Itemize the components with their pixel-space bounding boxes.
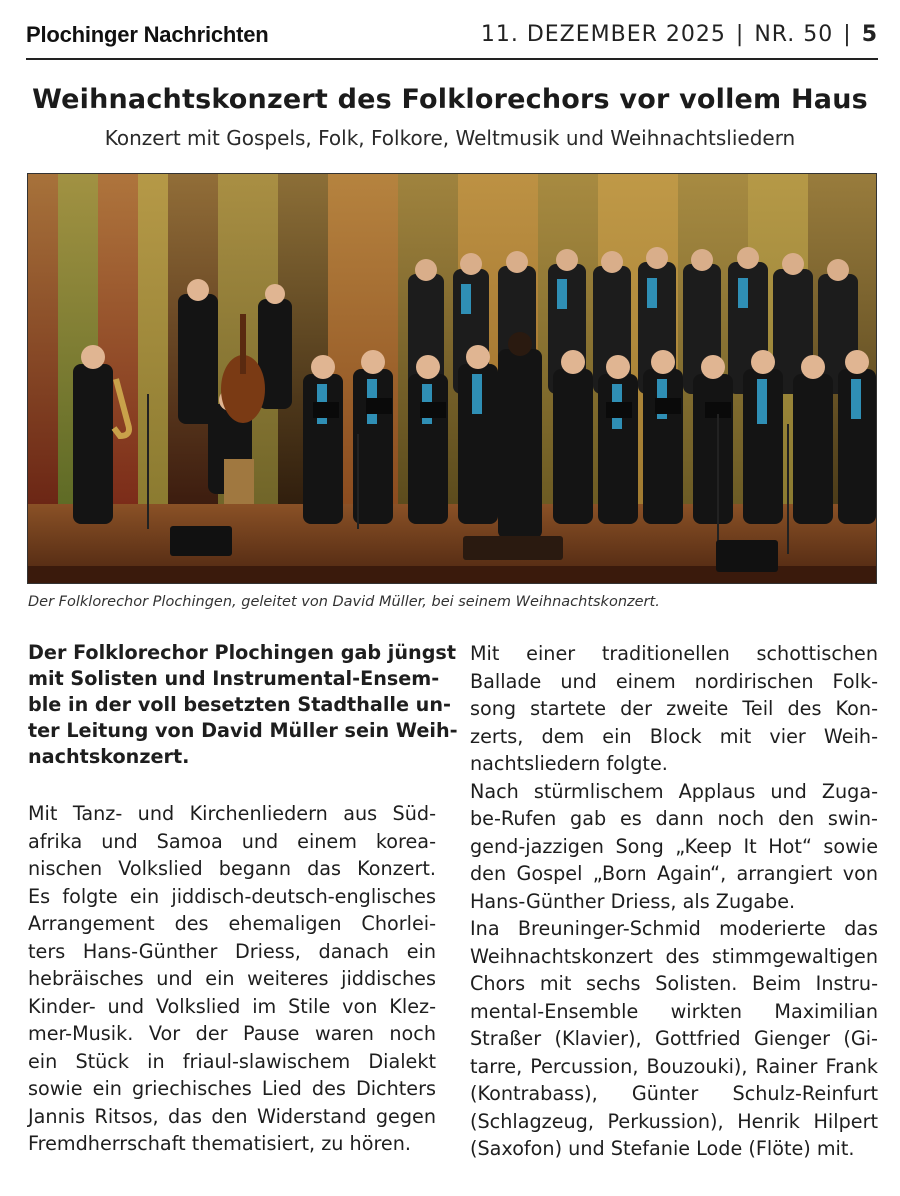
body-line: (Saxofon) und Stefanie Lode (Flöte) mit.	[470, 1137, 855, 1160]
body-line: be-Rufen gab es dann noch den swin-	[470, 807, 878, 830]
body-paragraph	[470, 778, 878, 916]
separator: |	[735, 22, 745, 47]
body-line: Fremdherrschaft thematisiert, zu hören.	[28, 1132, 411, 1155]
body-line: Ballade und einem nordirischen Folk-	[470, 669, 878, 693]
body-line: mental-Ensemble wirkten Maximilian	[470, 999, 878, 1023]
body-line: Arrangement des ehemaligen Chorlei-	[28, 912, 436, 935]
body-line: nachtsliedern folgte.	[470, 752, 668, 775]
body-line: Nach stürmlischem Applaus und Zuga-	[470, 779, 878, 803]
choir-photo-illustration	[28, 174, 877, 584]
body-line: hebräisches und ein weiteres jiddisches	[28, 967, 436, 990]
body-line: Kinder- und Volkslied im Stile von Klez-	[28, 994, 436, 1018]
lead-line: ter Leitung von David Müller sein Weih-	[28, 719, 458, 742]
body-line: Ina Breuninger-Schmid moderierte das	[470, 917, 878, 940]
body-line: ein Stück in friaul-slawischem Dialekt	[28, 1049, 436, 1073]
article-column-left	[28, 640, 458, 1158]
photo-caption: Der Folklorechor Plochingen, geleitet von David Müller, bei seinem Weihnachtskonzert.	[28, 594, 660, 610]
body-line: den Gospel „Born Again“, arrangiert von	[470, 862, 878, 885]
body-line: Weihnachtskonzert des stimmgewaltigen	[470, 944, 878, 968]
body-line: Mit einer traditionellen schottischen	[470, 642, 878, 665]
body-line: Straßer (Klavier), Gottfried Gienger (Gi-	[470, 1027, 878, 1050]
separator: |	[843, 22, 852, 47]
body-line: Mit Tanz- und Kirchenliedern aus Süd-	[28, 802, 436, 825]
body-line: song startete der zweite Teil des Kon-	[470, 697, 878, 720]
body-paragraph	[28, 800, 436, 1158]
lead-line: ble in der voll besetzten Stadthalle un-	[28, 693, 451, 716]
body-paragraph	[470, 640, 878, 778]
body-line: zerts, dem ein Block mit vier Weih-	[470, 724, 878, 748]
issue-number: NR. 50	[754, 22, 834, 47]
lead-line: nachtskonzert.	[28, 745, 190, 768]
lead-line: Der Folklorechor Plochingen gab jüngst	[28, 641, 457, 664]
article-headline: Weihnachtskonzert des Folklorechors vor vollem Haus	[32, 84, 868, 115]
page-number: 5	[861, 22, 878, 47]
choir-photo	[27, 173, 877, 584]
lead-paragraph	[28, 640, 458, 770]
paper-name: Plochinger Nachrichten	[26, 22, 269, 47]
body-line: tarre, Percussion, Bouzouki), Rainer Frank	[470, 1054, 878, 1078]
body-line: gend-jazzigen Song „Keep It Hot“ sowie	[470, 834, 878, 858]
body-line: Es folgte ein jiddisch-deutsch-englisches	[28, 884, 436, 908]
body-line: Chors mit sechs Solisten. Beim Instru-	[470, 972, 878, 995]
masthead	[26, 18, 878, 60]
lead-line: mit Solisten und Instrumental-Ensem-	[28, 667, 440, 690]
body-line: sowie ein griechisches Lied des Dichters	[28, 1077, 436, 1100]
body-line: nischen Volkslied begann das Konzert.	[28, 857, 436, 880]
body-line: (Kontrabass), Günter Schulz-Reinfurt	[470, 1082, 878, 1105]
body-line: Hans-Günther Driess, als Zugabe.	[470, 889, 796, 913]
body-line: Jannis Ritsos, das den Widerstand gegen	[28, 1104, 436, 1128]
issue-info	[481, 22, 878, 47]
issue-date: 11. DEZEMBER 2025	[480, 22, 726, 47]
body-line: ters Hans-Günther Driess, danach ein	[28, 939, 436, 963]
body-line: mer-Musik. Vor der Pause waren noch	[28, 1022, 436, 1045]
article-subheadline: Konzert mit Gospels, Folk, Folkore, Weltmusik und Weihnachtsliedern	[104, 126, 796, 150]
article-column-right	[470, 640, 878, 1163]
body-line: (Schlagzeug, Perkussion), Henrik Hilpert	[470, 1109, 878, 1133]
body-paragraph	[470, 915, 878, 1163]
body-line: afrika und Samoa und einem korea-	[28, 829, 436, 853]
